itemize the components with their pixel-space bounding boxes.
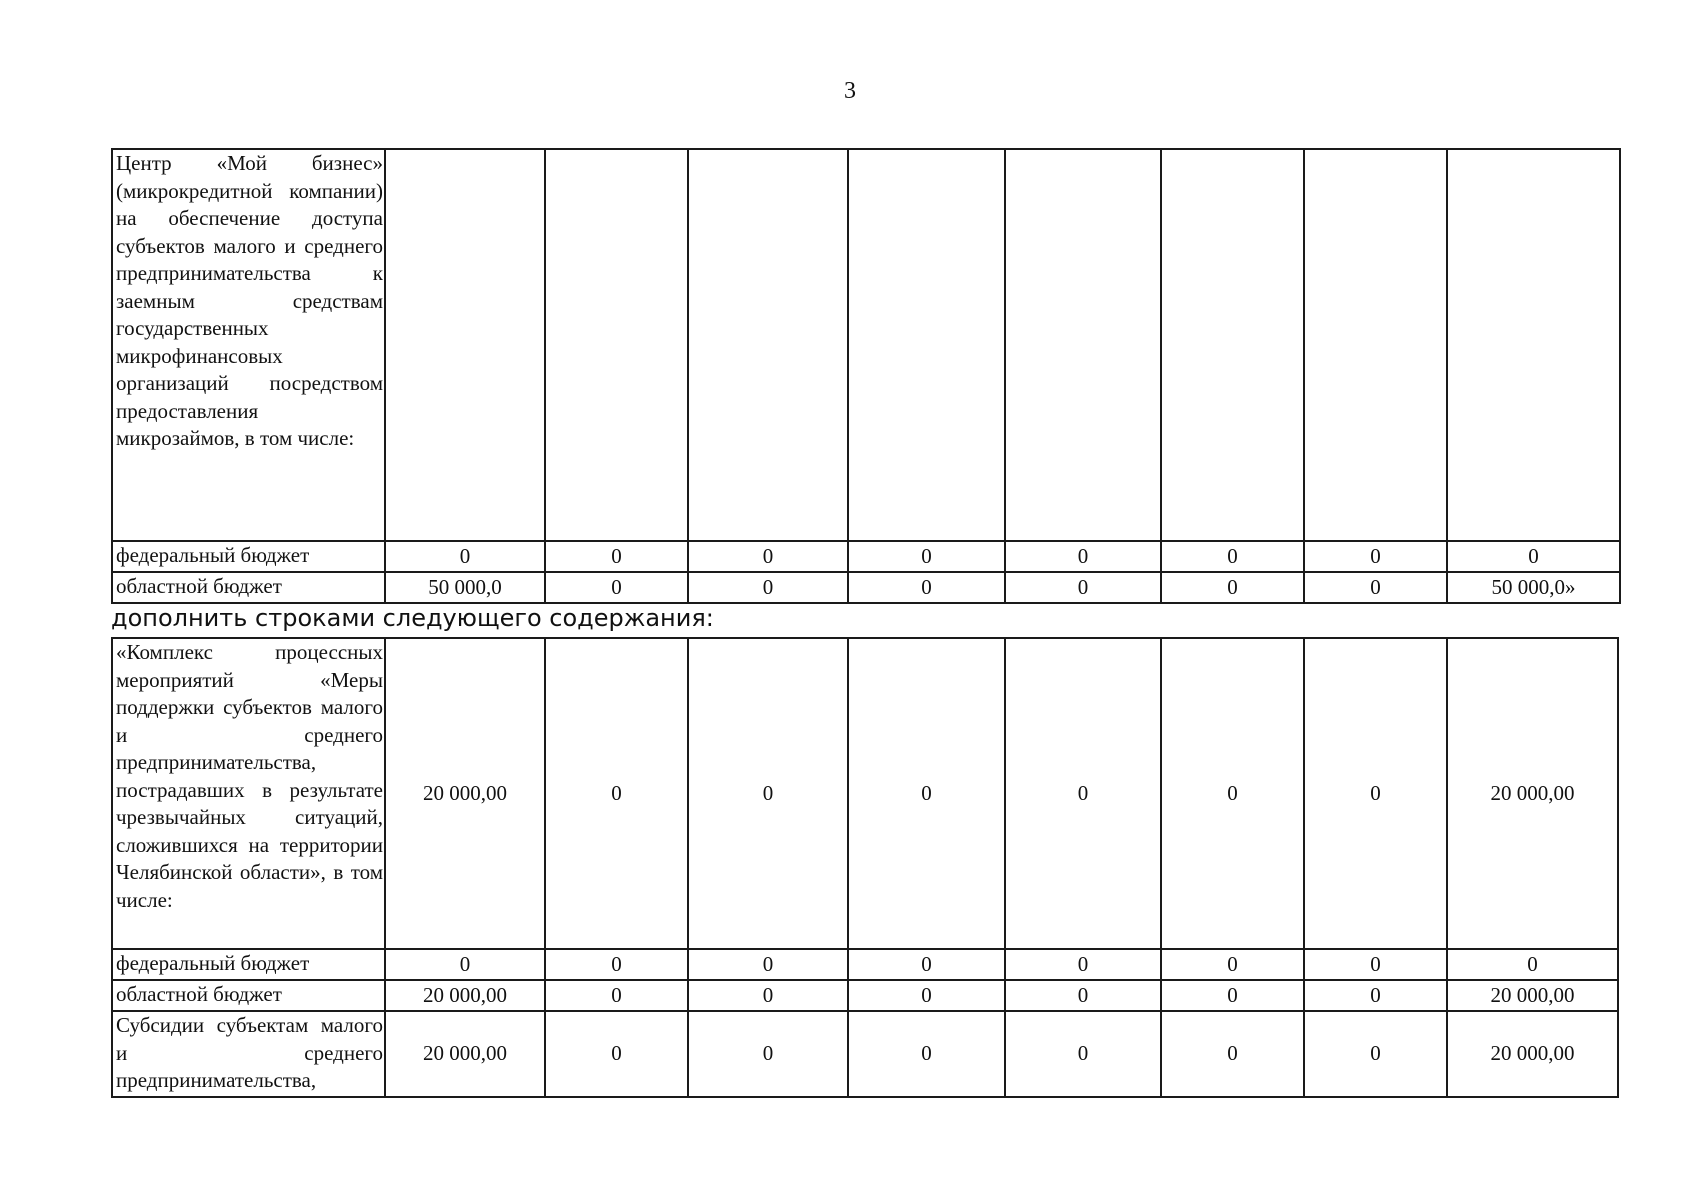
value-cell: 0 xyxy=(1304,638,1447,949)
value-cell: 0 xyxy=(848,949,1005,980)
amendment-instruction: дополнить строками следующего содержания: xyxy=(111,604,714,632)
value-cell: 0 xyxy=(545,980,688,1011)
value-cell: 0 xyxy=(1005,980,1161,1011)
value-cell: 0 xyxy=(688,638,848,949)
table-row xyxy=(112,638,1618,949)
value-cell: 0 xyxy=(1447,949,1618,980)
value-cell: 0 xyxy=(385,541,545,572)
value-cell: 50 000,0 xyxy=(385,572,545,603)
value-cell: 0 xyxy=(1304,1011,1447,1097)
value-cell xyxy=(1447,149,1620,541)
row-label: Субсидии субъектам малого и среднего предпринимательства, xyxy=(112,1011,385,1097)
budget-table-continued xyxy=(111,148,1621,604)
value-cell: 0 xyxy=(1161,572,1304,603)
value-cell xyxy=(545,149,688,541)
value-cell: 0 xyxy=(1304,572,1447,603)
value-cell: 0 xyxy=(545,1011,688,1097)
value-cell xyxy=(848,149,1005,541)
value-cell: 0 xyxy=(545,541,688,572)
value-cell: 0 xyxy=(1005,1011,1161,1097)
table-row xyxy=(112,1011,1618,1097)
value-cell xyxy=(688,149,848,541)
value-cell: 0 xyxy=(1161,638,1304,949)
value-cell xyxy=(1161,149,1304,541)
value-cell: 20 000,00 xyxy=(385,638,545,949)
value-cell: 0 xyxy=(848,572,1005,603)
value-cell xyxy=(1304,149,1447,541)
row-label: федеральный бюджет xyxy=(112,949,385,980)
page-number: 3 xyxy=(844,78,856,104)
value-cell: 0 xyxy=(1161,1011,1304,1097)
value-cell: 20 000,00 xyxy=(1447,638,1618,949)
row-label: областной бюджет xyxy=(112,980,385,1011)
value-cell xyxy=(385,149,545,541)
value-cell: 0 xyxy=(688,572,848,603)
value-cell xyxy=(1005,149,1161,541)
row-label: Центр «Мой бизнес» (микрокредитной компании) на обеспечение доступа субъектов малого и среднего предпринимательства к заемным средствам государственных микрофинансовых организаций посредством предоставления микрозаймов, в том числе: xyxy=(112,149,385,541)
value-cell: 0 xyxy=(1304,980,1447,1011)
value-cell: 0 xyxy=(545,572,688,603)
value-cell: 20 000,00 xyxy=(1447,980,1618,1011)
value-cell: 0 xyxy=(688,980,848,1011)
value-cell: 20 000,00 xyxy=(385,1011,545,1097)
value-cell: 0 xyxy=(688,949,848,980)
value-cell: 0 xyxy=(688,541,848,572)
value-cell: 0 xyxy=(1005,541,1161,572)
value-cell: 0 xyxy=(545,638,688,949)
value-cell: 0 xyxy=(848,1011,1005,1097)
value-cell: 0 xyxy=(1304,541,1447,572)
value-cell: 0 xyxy=(848,541,1005,572)
value-cell: 0 xyxy=(1161,980,1304,1011)
value-cell: 50 000,0» xyxy=(1447,572,1620,603)
table-row xyxy=(112,980,1618,1011)
value-cell: 0 xyxy=(385,949,545,980)
table-row xyxy=(112,541,1620,572)
value-cell: 0 xyxy=(1161,949,1304,980)
row-label: федеральный бюджет xyxy=(112,541,385,572)
value-cell: 0 xyxy=(848,980,1005,1011)
value-cell: 0 xyxy=(1005,572,1161,603)
budget-table-added-rows xyxy=(111,637,1619,1098)
table-row xyxy=(112,949,1618,980)
value-cell: 0 xyxy=(1161,541,1304,572)
value-cell: 0 xyxy=(1447,541,1620,572)
value-cell: 0 xyxy=(688,1011,848,1097)
value-cell: 0 xyxy=(545,949,688,980)
value-cell: 0 xyxy=(1005,638,1161,949)
value-cell: 0 xyxy=(1304,949,1447,980)
row-label: «Комплекс процессных мероприятий «Меры поддержки субъектов малого и среднего предпринимательства, пострадавших в результате чрезвычайных ситуаций, сложившихся на территории Челябинской области», в том числе: xyxy=(112,638,385,949)
value-cell: 0 xyxy=(1005,949,1161,980)
table-row xyxy=(112,572,1620,603)
table-row xyxy=(112,149,1620,541)
row-label: областной бюджет xyxy=(112,572,385,603)
value-cell: 0 xyxy=(848,638,1005,949)
value-cell: 20 000,00 xyxy=(1447,1011,1618,1097)
value-cell: 20 000,00 xyxy=(385,980,545,1011)
